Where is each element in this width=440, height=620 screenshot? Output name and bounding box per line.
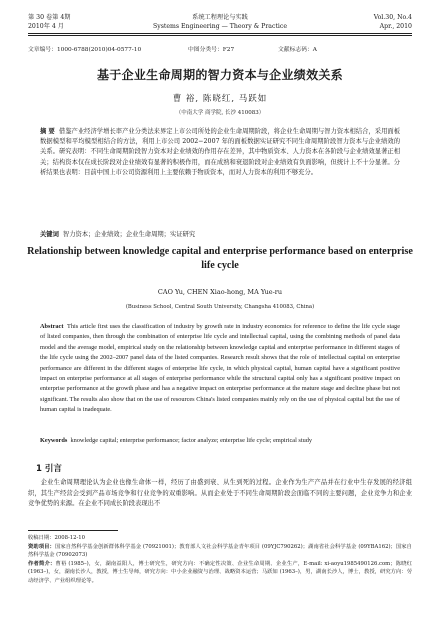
footnote-bio [28,560,412,586]
date-en: Apr., 2010 [379,23,412,30]
abstract-en-text: This article first uses the classification of industry by growth rate in industry economics for reference to define the life cycle stage of listed companies, then through the combination of enterprise life cycle and intellectual capital, using the combining methods of panel data model and the average model, empirical study on the relationship between knowledge capital and enterprise performance in different stages of the life cycle using the 2002–2007 panel data of the listed companies. Research result shows that the role of intellectual capital on enterprise performance are different in the different stages of enterprise life cycle, in which physical capital, human capital have a significant positive impact on enterprise performance at all stages of enterprise performance while the structural capital only has a significant positive impact on enterprise performance at the growth phase and has a negative impact on enterprise performance at the mature stage and decline phase but not significant. The results also show that on the use of resources China's listed companies mainly rely on the use of physical capital but the use of human capital is inadequate. [40,323,400,414]
keywords-en-label: Keywords [40,437,68,444]
date-zh: 2010年 4 月 [28,23,64,30]
section-heading-introduction: 1 引言 [36,464,62,474]
keywords-zh-text: 智力资本；企业绩效；企业生命周期；实证研究 [62,231,196,238]
keywords-zh-label: 关键词 [40,231,59,238]
footnote-bio-text: 曹裕 (1985–)，女，湖南益阳人，博士研究生，研究方向：不确定性决策、企业生命周期、企业生产，E-mail: xi-aoyu1985490126.com；陈晓红 (1963–)，女，湖南长沙人，教授，博士生导师，研究方向：中小企业融资与治理、战略资本运营；马跃如 (1963–)，男，湖南长沙人，博士，教授，研究方向：劳动经济学、产业组织理论等。 [28,560,412,584]
abstract-en [40,322,400,416]
affiliation-zh: （中南大学 商学院, 长沙 410083） [175,110,265,116]
authors-en: CAO Yu, CHEN Xiao-hong, MA Yue-ru [157,288,283,296]
title-zh: 基于企业生命周期的智力资本与企业绩效关系 [96,68,343,82]
section-body-introduction: 企业生命周期理论认为企业也像生命体一样，经历了由盛到衰、从生到死的过程。企业作为生产产品并在行业中生存发展的经济组织，其生产经营会受到产品市场竞争和行业竞争的双重影响。从而企业处于不同生命周期阶段会面临不同的主要问题，企业竞争力和企业竞争优势的来源。在企业不同成长阶段表现出不 [28,479,412,508]
journal-name-en: Systems Engineering — Theory & Practice [152,23,288,30]
document-code: 文献标志码：A [278,47,317,53]
footnote-received: 收稿日期：2008-12-10 [28,535,86,541]
abstract-zh-label: 摘 要 [40,128,55,135]
footnote-funding-label: 资助项目： [28,543,55,550]
footnote-funding-text: 国家自然科学基金创新群体科学基金 (70921001)；教育部人文社会科学基金青年项目 (09YJC790262)；湖南省社会科学基金 (09YBA162)；国家自然科学基金 (70902073) [28,543,412,559]
abstract-zh [40,127,400,178]
volume-zh: 第 30 卷第 4期 [28,14,71,21]
authors-zh: 曹 裕, 陈晓红, 马跃如 [172,94,268,104]
footnote [28,534,412,586]
article-id: 文章编号：1000-6788(2010)04-0577-10 [28,47,142,53]
title-en: Relationship between knowledge capital and enterprise performance based on enterprise life cycle [27,246,413,271]
header-rule-top [28,33,412,34]
abstract-zh-text: 借鉴产业经济学增长率产业分类法来界定上市公司所处的企业生命周期阶段，将企业生命周期与智力资本相结合，采用面板数据模型和平均模型相结合的方法，利用上市公司 2002−2007 年的面板数据实证研究不同生命周期阶段智力资本与企业绩效的关系。研究表明：不同生命周期阶段智力资本对企业绩效的作用存在差异，其中物质资本、人力资本在各阶段与企业绩效显著正相关；结构资本仅在成长阶段对企业绩效有显著的积极作用，而在成熟和衰退阶段对企业绩效有负面影响，但统计上不十分显著。分析结果也表明：目前中国上市公司资源利用上主要依赖于物质资本，而对人力资本的利用不够充分。 [40,128,400,176]
header-rule-bottom [28,35,412,36]
affiliation-en: (Business School, Central South University, Changsha 410083, China) [125,304,315,310]
keywords-en [40,436,400,446]
clc-number: 中图分类号：F27 [188,47,235,53]
keywords-zh [40,230,400,240]
journal-name-zh: 系统工程理论与实践 [192,14,248,21]
abstract-en-label: Abstract [40,323,64,330]
footnote-rule [28,530,118,531]
footnote-bio-label: 作者简介： [28,560,56,567]
keywords-en-text: knowledge capital; enterprise performance; factor analyze; enterprise life cycle; empirical study [70,437,313,444]
footnote-funding [28,543,412,560]
volume-en: Vol.30, No.4 [373,14,412,21]
